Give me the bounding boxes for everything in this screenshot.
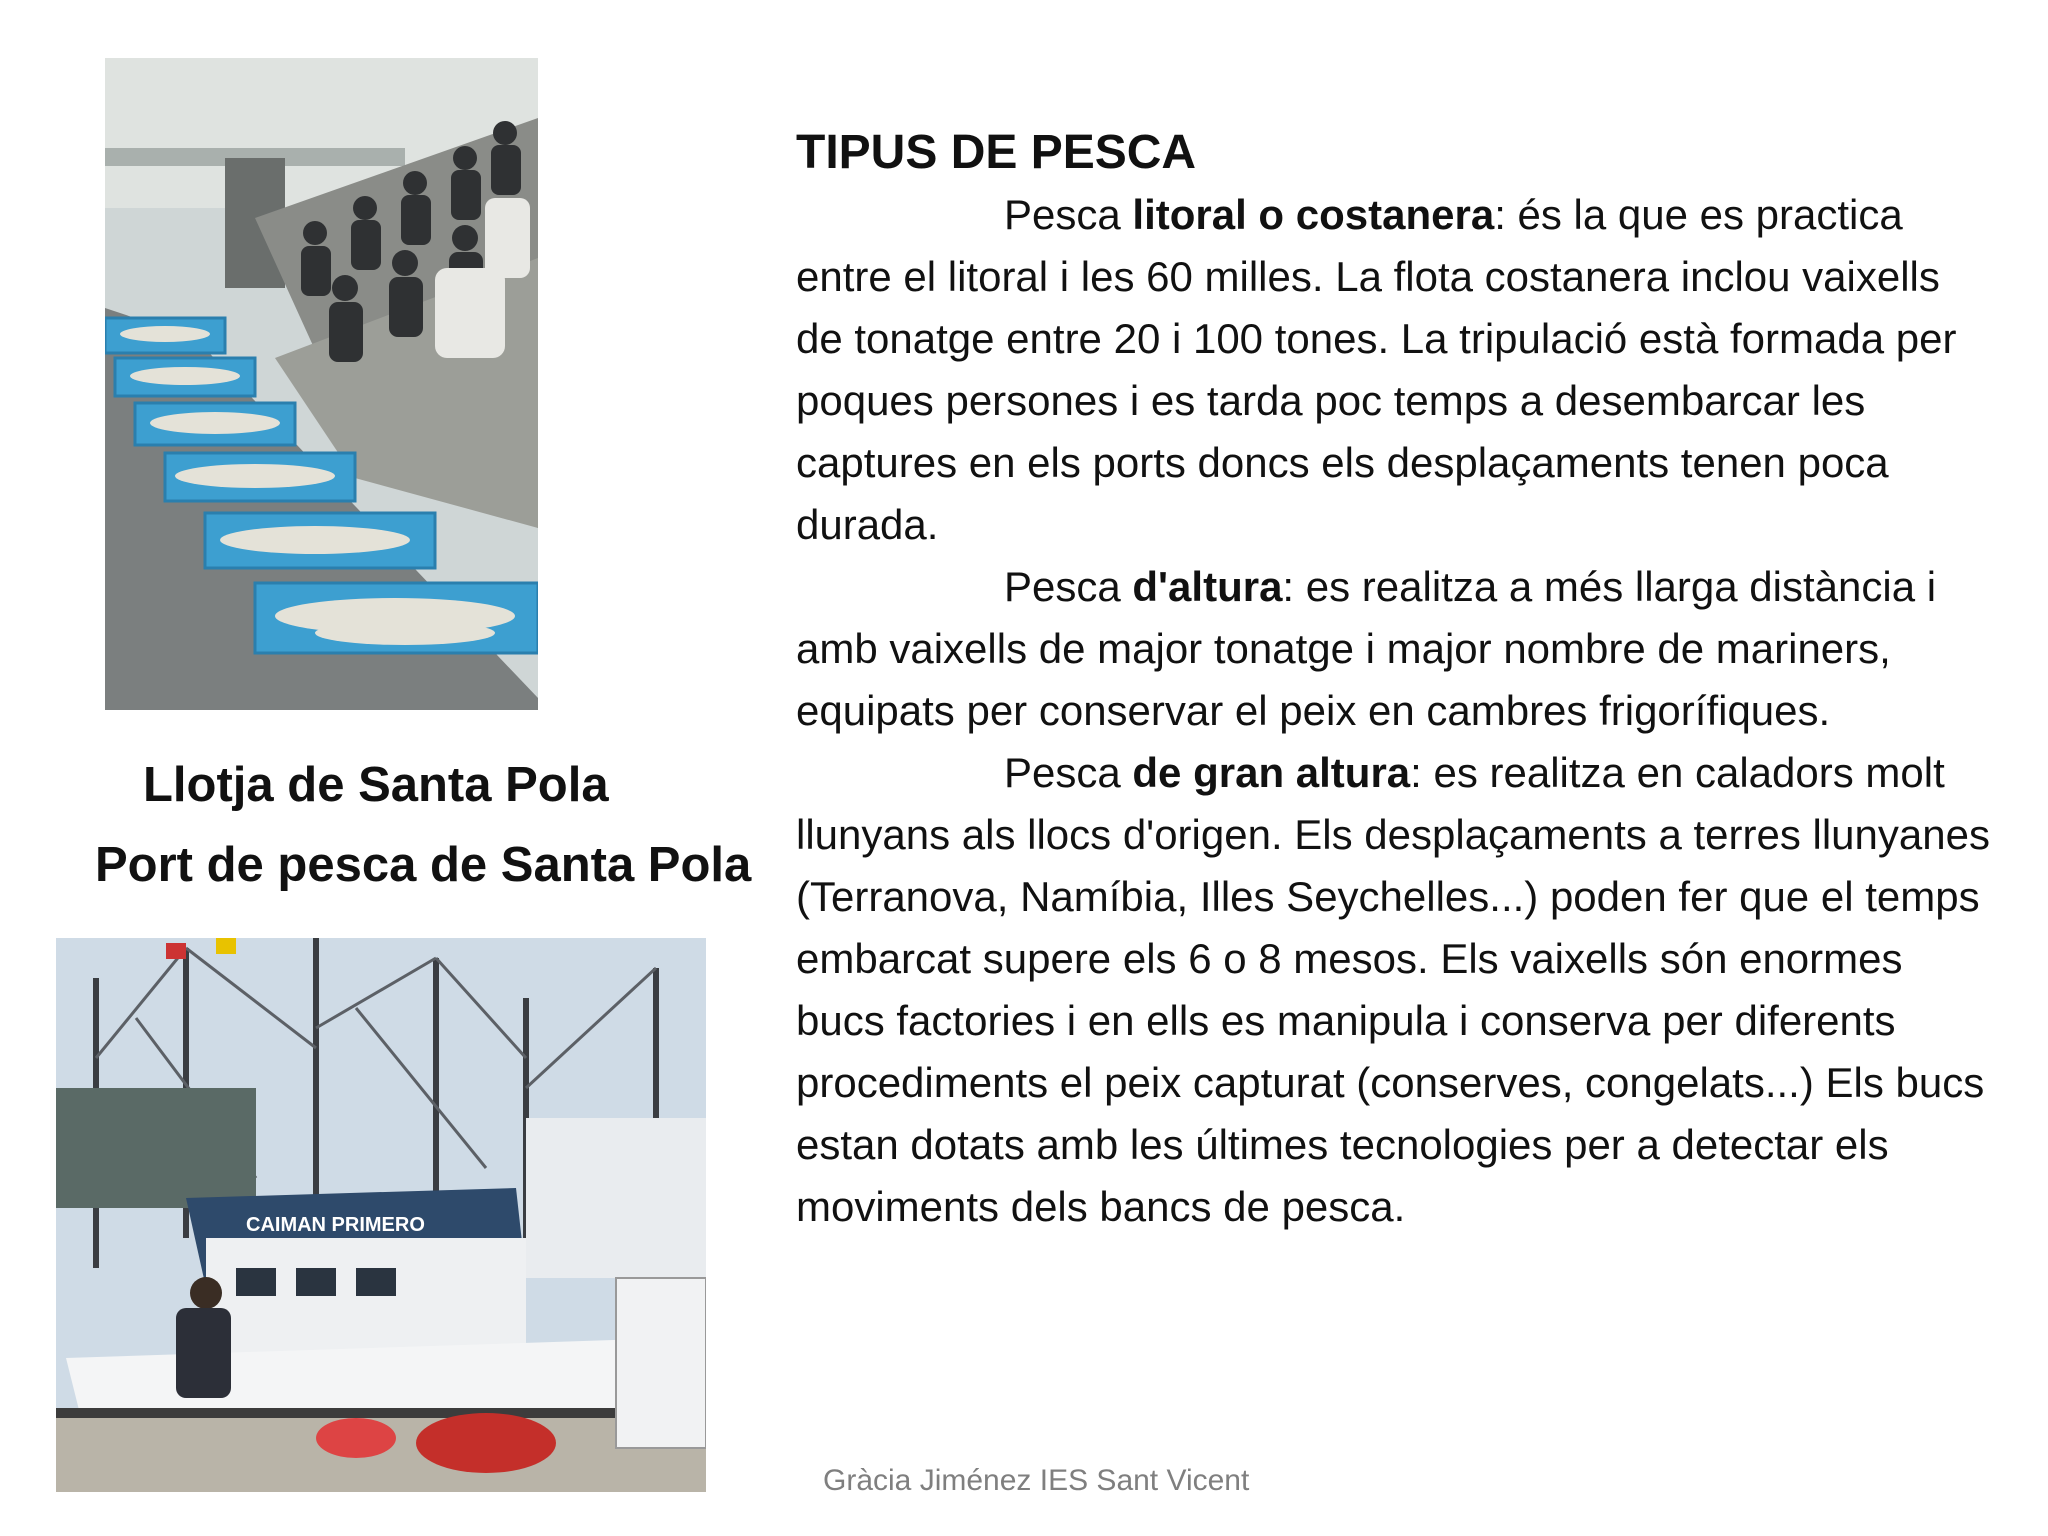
- footer-credit: Gràcia Jiménez IES Sant Vicent: [823, 1464, 1250, 1497]
- paragraph-litoral: [796, 184, 1996, 556]
- paragraph-prefix: Pesca: [1004, 563, 1133, 610]
- paragraph-prefix: Pesca: [1004, 191, 1133, 238]
- paragraph-body: : és la que es practica entre el litoral i les 60 milles. La flota costanera inclou vaixells de tonatge entre 20 i 100 tones. La tripulació està formada per poques persones i es tarda poc temps a desembarcar les captures en els ports doncs els desplaçaments tenen poca durada.: [796, 191, 1957, 548]
- port-caption: Port de pesca de Santa Pola: [95, 838, 752, 892]
- port-photo: [56, 938, 706, 1492]
- text-block: [796, 122, 1996, 1238]
- paragraph-prefix: Pesca: [1004, 749, 1133, 796]
- paragraph-body: : es realitza en caladors molt llunyans als llocs d'origen. Els desplaçaments a terres llunyanes (Terranova, Namíbia, Illes Seychelles...) poden fer que el temps embarcat supere els 6 o 8 mesos. Els vaixells són enormes bucs factories i en ells es manipula i conserva per diferents procediments el peix capturat (conserves, congelats...) Els bucs estan dotats amb les últimes tecnologies per a detectar els moviments dels bancs de pesca.: [796, 749, 1990, 1230]
- term-altura: d'altura: [1132, 563, 1283, 610]
- paragraph-altura: [796, 556, 1996, 742]
- llotja-photo: [105, 58, 538, 710]
- paragraph-gran-altura: [796, 742, 1996, 1238]
- llotja-caption: Llotja de Santa Pola: [143, 758, 609, 812]
- term-litoral: litoral o costanera: [1132, 191, 1495, 238]
- section-heading: TIPUS DE PESCA: [796, 126, 1197, 179]
- paragraph-body: : es realitza a més llarga distància i amb vaixells de major tonatge i major nombre de mariners, equipats per conservar el peix en cambres frigorífiques.: [796, 563, 1937, 734]
- boat-name: CAIMAN PRIMERO: [246, 1214, 425, 1236]
- term-gran-altura: de gran altura: [1132, 749, 1411, 796]
